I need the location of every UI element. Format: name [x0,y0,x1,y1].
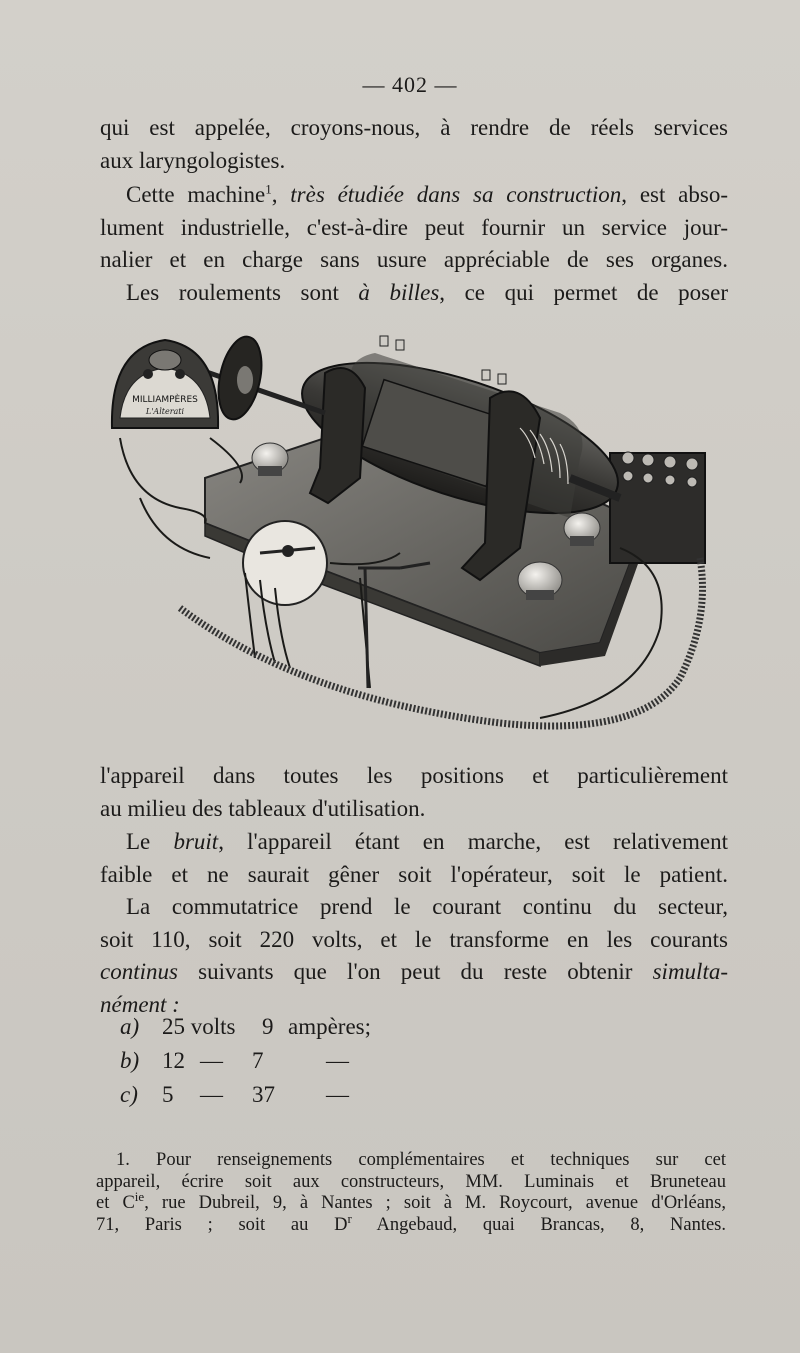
text-run: , l'appareil étant en marche, est relativement [218,829,728,854]
item-letter: a) [120,1014,140,1039]
text-run: 71, Paris ; soit au D [96,1214,348,1235]
italic-text: bruit [173,829,219,854]
paragraph-4 [100,826,728,891]
text-run: , rue Dubreil, 9, à Nantes ; soit à M. Roycourt, avenue d'Orléans, [144,1193,726,1213]
text-run: , ce qui permet de poser [439,280,728,305]
text-line: l'appareil dans toutes les positions et particulièrement [100,763,728,788]
text-run: suivants que l'on peut du reste obtenir [177,959,653,984]
amperes-unit: ampères; [288,1014,372,1039]
footnote-line [96,1188,726,1215]
text-run: Pour renseignements complémentaires et techniques sur cet [156,1150,726,1170]
footnote-line [96,1210,726,1237]
text-run: et C [96,1193,135,1213]
paragraph-3-end [100,760,728,825]
list-item [120,1010,371,1044]
volts-value: 5 [162,1082,174,1107]
volts-value: 12 [162,1048,185,1073]
text-line: lument industrielle, c'est-à-dire peut fournir un service jour- [100,214,728,240]
paragraph-2 [100,179,728,277]
list-item [120,1044,371,1078]
text-line: aux laryngologistes. [100,147,286,173]
superscript: r [347,1210,352,1226]
amperes-value: 7 [252,1048,264,1073]
footnote-number: 1. [116,1150,130,1170]
text-line: nalier et en charge sans usure appréciable de ses organes. [100,247,728,272]
text-line: qui est appelée, croyons-nous, à rendre de réels services [100,115,728,140]
item-letter: c) [120,1082,138,1107]
paragraph-1 [100,112,728,177]
switch-disc [243,521,327,605]
ditto-mark: — [326,1048,349,1073]
italic-text: très étudiée dans sa construction [290,182,622,207]
text-line: nément : [100,991,180,1017]
text-line: La commutatrice prend le courant continu du secteur, [126,894,728,919]
text-run: Cette machine [126,182,266,207]
ditto-mark: — [200,1048,223,1073]
current-output-list [120,1010,371,1112]
text-line [100,179,728,212]
machine-illustration [100,318,720,758]
ditto-mark: — [200,1082,223,1107]
amperes-value: 9 [262,1014,274,1039]
text-line: faible et ne saurait gêner soit l'opérateur, soit le patient. [100,861,728,887]
italic-text: continus [100,959,178,984]
text-line: au milieu des tableaux d'utilisation. [100,795,426,821]
list-item [120,1078,371,1112]
volts-value: 25 volts [162,1014,236,1039]
text-run: , [271,182,291,207]
text-run: , est abso- [621,182,728,207]
amperes-value: 37 [252,1082,275,1107]
footnote-line [96,1150,726,1172]
page-number: — 402 — [362,72,458,97]
text-line [100,956,728,989]
paragraph-3-start [100,277,728,310]
milliampere-meter [112,340,218,428]
paragraph-5 [100,891,728,1021]
italic-text: simulta- [652,959,728,984]
meter-label: MILLIAMPÈRES [132,395,198,405]
text-line: soit 110, soit 220 volts, et le transforme en les courants [100,926,728,952]
footnote-marker: 1 [265,181,272,197]
meter-label: L'Alterati [145,407,185,416]
ditto-mark: — [326,1082,349,1107]
text-run: Le [126,829,174,854]
footnote [96,1150,726,1236]
text-line [100,277,728,310]
footnote-line: appareil, écrire soit aux constructeurs, MM. Luminais et Bruneteau [96,1171,726,1192]
superscript: ie [134,1188,145,1204]
text-line [100,826,728,859]
italic-text: à billes [358,280,440,305]
text-run: Les roulements sont [126,280,359,305]
converter-engraving [100,318,720,758]
text-run: Angebaud, quai Brancas, 8, Nantes. [351,1214,726,1235]
item-letter: b) [120,1048,140,1073]
